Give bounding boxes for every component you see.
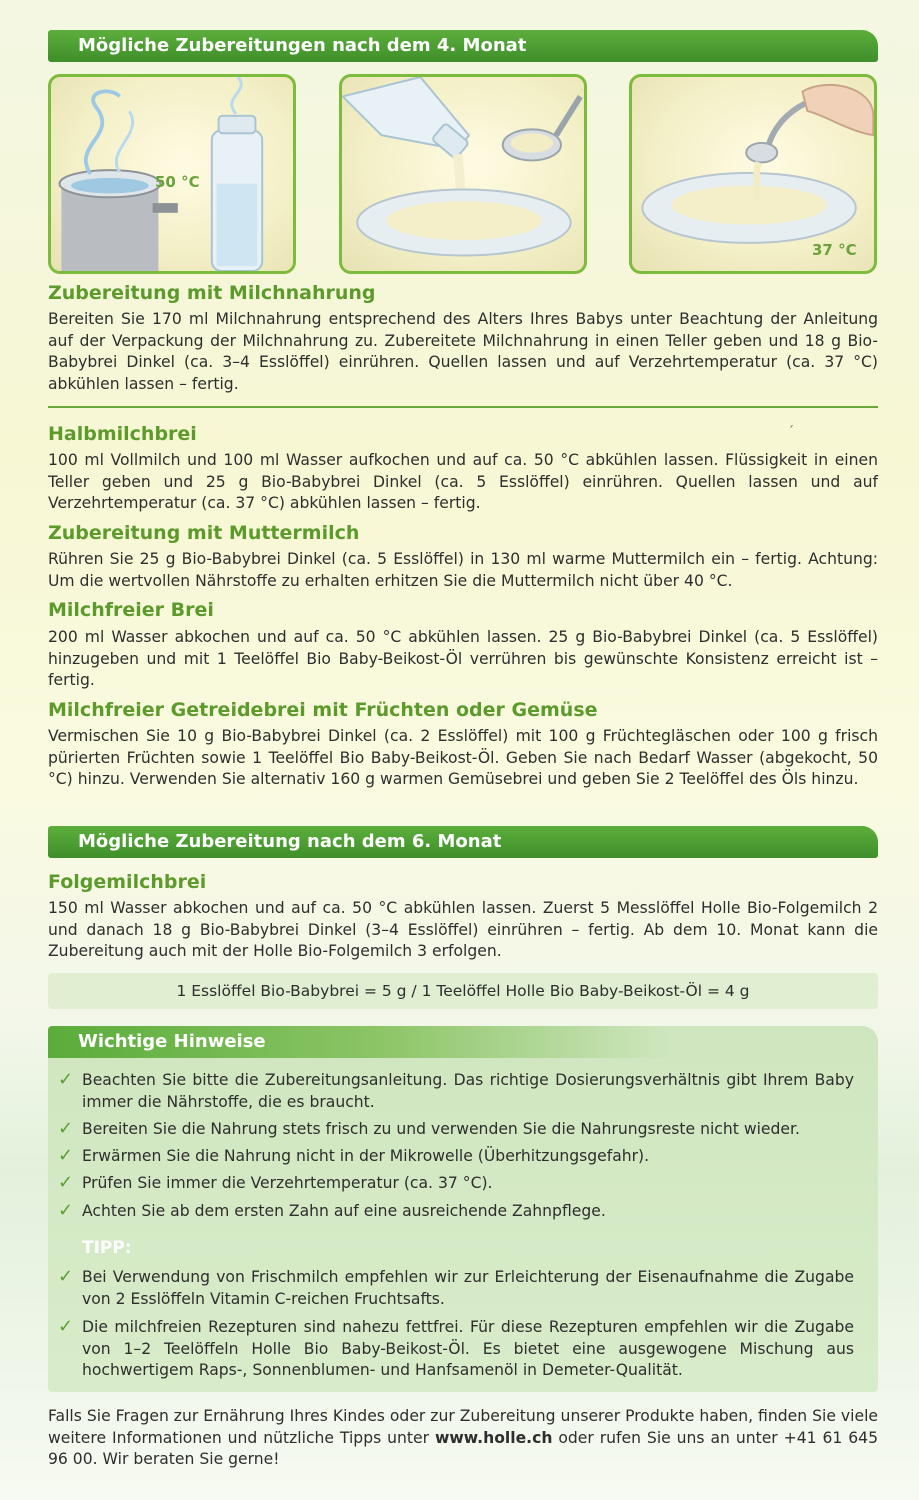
footer-contact	[48, 1406, 878, 1471]
check-icon: ✓	[58, 1200, 74, 1221]
text-getreidebrei: Vermischen Sie 10 g Bio-Babybrei Dinkel (ca. 2 Esslöffel) mit 100 g Früchtegläschen oder 100 g frisch pürierten Früchten sowie 1 Teelöffel Bio Baby-Beikost-Öl. Geben Sie nach Bedarf Wasser (abgekocht, 50 °C) hinzu. Verwenden Sie alternativ 160 g warmen Gemüsebrei und geben Sie 2 Teelöffel des Öls hinzu.	[48, 727, 878, 788]
divider	[48, 406, 878, 408]
illustration-heating	[48, 74, 296, 274]
temperature-label-37: 37 °C	[812, 241, 857, 259]
hinweise-header: Wichtige Hinweise	[48, 1026, 878, 1058]
section-header-6-monat: Mögliche Zubereitung nach dem 6. Monat	[48, 826, 878, 858]
heading-muttermilch: Zubereitung mit Muttermilch	[48, 522, 360, 544]
heading-milchfreier-brei: Milchfreier Brei	[48, 599, 214, 621]
text-milchnahrung: Bereiten Sie 170 ml Milchnahrung entsprechend des Alters Ihres Babys unter Beachtung der Anleitung auf der Verpackung der Milchnahrung zu. Zubereitete Milchnahrung in einen Teller geben und 18 g Bio-Babybrei Dinkel (ca. 3–4 Esslöffel) einrühren. Quellen lassen und auf Verzehrtemperatur (ca. 37 °C) abkühlen lassen – fertig.	[48, 310, 878, 393]
temperature-label-50: 50 °C	[155, 173, 200, 191]
footer-text-after: oder rufen Sie uns an unter +41 61 645 96 00. Wir beraten Sie gerne!	[48, 1428, 878, 1468]
heading-halbmilchbrei: Halbmilchbrei	[48, 423, 197, 445]
section-header-4-monat: Mögliche Zubereitungen nach dem 4. Monat	[48, 30, 878, 62]
hinweis-item: Bereiten Sie die Nahrung stets frisch zu und verwenden Sie die Nahrungsreste nicht wieder.	[82, 1120, 800, 1138]
check-icon: ✓	[58, 1069, 74, 1090]
tipp-item: Die milchfreien Rezepturen sind nahezu fettfrei. Für diese Rezepturen empfehlen wir die Zugabe von 1–2 Teelöffeln Holle Bio Baby-Beikost-Öl. Es bietet eine ausgewogene Mischung aus hochwertigem Raps-, Sonnenblumen- und Hanfsamenöl in Demeter-Qualität.	[82, 1318, 854, 1379]
text-halbmilchbrei: 100 ml Vollmilch und 100 ml Wasser aufkochen und auf ca. 50 °C abkühlen lassen. Flüssigkeit in einen Teller geben und 25 g Bio-Babybrei Dinkel (ca. 5 Esslöffel) einrühren. Quellen lassen und auf Verzehrtemperatur (ca. 37 °C) abkühlen lassen – fertig.	[48, 451, 878, 512]
footer-text-before: Falls Sie Fragen zur Ernährung Ihres Kindes oder zur Zubereitung unserer Produkte haben, finden Sie viele weitere Informationen und nützliche Tipps unter	[48, 1407, 878, 1447]
check-icon: ✓	[58, 1118, 74, 1139]
check-icon: ✓	[58, 1145, 74, 1166]
illustration-mixing	[339, 74, 587, 274]
measure-info: 1 Esslöffel Bio-Babybrei = 5 g / 1 Teelöffel Holle Bio Baby-Beikost-Öl = 4 g	[48, 973, 878, 1009]
tipp-label: TIPP:	[82, 1238, 132, 1258]
check-icon: ✓	[58, 1316, 74, 1337]
heading-folgemilchbrei: Folgemilchbrei	[48, 871, 207, 893]
illustration-feeding	[629, 74, 877, 274]
text-muttermilch: Rühren Sie 25 g Bio-Babybrei Dinkel (ca. 5 Esslöffel) in 130 ml warme Muttermilch ein – fertig. Achtung: Um die wertvollen Nährstoffe zu erhalten erhitzen Sie die Muttermilch nicht über 40 °C.	[48, 550, 878, 590]
hinweis-item: Beachten Sie bitte die Zubereitungsanleitung. Das richtige Dosierungsverhältnis gibt Ihrem Baby immer die Nährstoffe, die es braucht.	[82, 1071, 854, 1111]
text-milchfreier-brei: 200 ml Wasser abkochen und auf ca. 50 °C abkühlen lassen. 25 g Bio-Babybrei Dinkel (ca. 5 Esslöffel) hinzugeben und mit 1 Teelöffel Bio Baby-Beikost-Öl verrühren bis gewünschte Konsistenz erreicht ist – fertig.	[48, 628, 878, 689]
hinweis-item: Erwärmen Sie die Nahrung nicht in der Mikrowelle (Überhitzungsgefahr).	[82, 1147, 650, 1165]
heading-milchnahrung: Zubereitung mit Milchnahrung	[48, 282, 376, 304]
tipp-item: Bei Verwendung von Frischmilch empfehlen wir zur Erleichterung der Eisenaufnahme die Zugabe von 2 Esslöffeln Vitamin C-reichen Fruchtsafts.	[82, 1268, 854, 1308]
check-icon: ✓	[58, 1172, 74, 1193]
hinweis-item: Prüfen Sie immer die Verzehrtemperatur (ca. 37 °C).	[82, 1174, 493, 1192]
heading-getreidebrei: Milchfreier Getreidebrei mit Früchten oder Gemüse	[48, 699, 598, 721]
stray-mark: ˊ	[788, 424, 794, 438]
footer-url-link[interactable]: www.holle.ch	[434, 1428, 553, 1447]
hinweis-item: Achten Sie ab dem ersten Zahn auf eine ausreichende Zahnpflege.	[82, 1202, 606, 1220]
text-folgemilchbrei: 150 ml Wasser abkochen und auf ca. 50 °C abkühlen lassen. Zuerst 5 Messlöffel Holle Bio-Folgemilch 2 und danach 18 g Bio-Babybrei Dinkel (3–4 Esslöffel) einrühren – fertig. Ab dem 10. Monat kann die Zubereitung auch mit der Holle Bio-Folgemilch 3 erfolgen.	[48, 899, 878, 960]
check-icon: ✓	[58, 1266, 74, 1287]
